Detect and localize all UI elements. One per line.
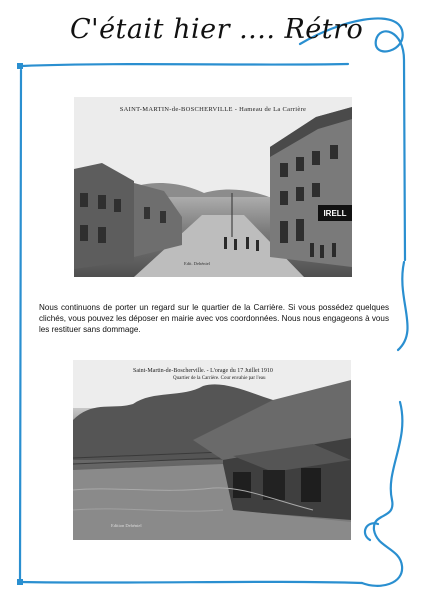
frame-bottom-right-curl	[362, 402, 402, 586]
photo-subcaption: Quartier de la Carrière. Cour envahie par l'eau	[173, 376, 266, 381]
shop-sign: IRELL	[323, 209, 347, 218]
photo-street-illustration	[74, 97, 352, 277]
frame-corner-bottom-left	[17, 579, 23, 585]
photo-flood-illustration	[73, 360, 351, 540]
photo-flood-1910	[73, 360, 351, 540]
photo-credit: Edit. Dehéniel	[184, 261, 210, 266]
frame-left-line	[20, 70, 21, 582]
frame-top-line	[22, 64, 348, 66]
page-title: C'était hier .... Rétro	[70, 14, 364, 45]
frame-right-mid-curl	[398, 262, 408, 350]
photo-credit: Edition Dehéniel	[111, 523, 142, 528]
frame-corner-top-left	[17, 63, 23, 69]
body-paragraph: Nous continuons de porter un regard sur le quartier de la Carrière. Si vous possédez quelques clichés, vous pouvez les déposer en mairie avec vos coordonnées. Nous nous engageons à vous les restituer sans dommage.	[39, 303, 389, 334]
photo-street-carriere	[74, 97, 352, 277]
frame-bottom-line	[20, 582, 362, 583]
photo-caption: SAINT-MARTIN-de-BOSCHERVILLE - Hameau de La Carrière	[119, 106, 307, 113]
photo-caption: Saint-Martin-de-Boscherville. - L'orage du 17 Juillet 1910	[133, 368, 273, 374]
